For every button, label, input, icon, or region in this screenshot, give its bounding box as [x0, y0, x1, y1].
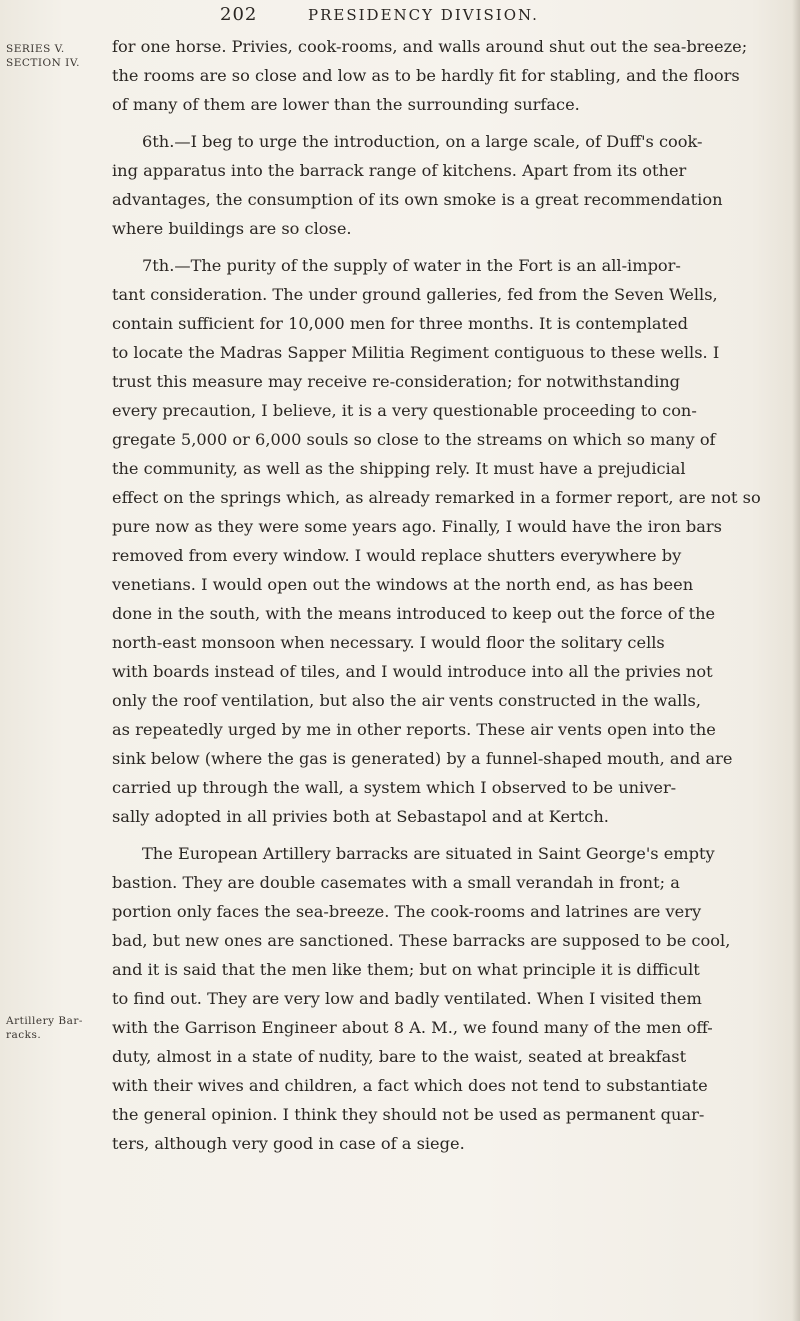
- text-line: to find out. They are very low and badly ventilated. When I visited them: [112, 989, 702, 1008]
- text-line: contain sufficient for 10,000 men for three months. It is contemplated: [112, 314, 688, 333]
- text-line: every precaution, I believe, it is a very questionable proceeding to con-: [112, 401, 697, 420]
- text-line: with boards instead of tiles, and I would introduce into all the privies not: [112, 662, 713, 681]
- text-line: The European Artillery barracks are situated in Saint George's empty: [142, 844, 715, 863]
- text-line: done in the south, with the means introduced to keep out the force of the: [112, 604, 716, 623]
- text-line: sally adopted in all privies both at Sebastapol and at Kertch.: [112, 807, 609, 826]
- text-line: the general opinion. I think they should not be used as permanent quar-: [112, 1105, 705, 1124]
- body-text: [112, 32, 798, 1158]
- text-line: to locate the Madras Sapper Militia Regiment contiguous to these wells. I: [112, 343, 720, 362]
- paragraph-continuation: [112, 32, 798, 119]
- sidenote-section: SECTION IV.: [6, 57, 80, 69]
- text-line: removed from every window. I would replace shutters everywhere by: [112, 546, 682, 565]
- text-line: pure now as they were some years ago. Finally, I would have the iron bars: [112, 517, 722, 536]
- text-line: with the Garrison Engineer about 8 A. M., we found many of the men off-: [112, 1018, 713, 1037]
- sidenote-artillery-line-1: Artillery Bar-: [6, 1015, 83, 1027]
- text-line: sink below (where the gas is generated) by a funnel-shaped mouth, and are: [112, 749, 733, 768]
- text-line: bad, but new ones are sanctioned. These barracks are supposed to be cool,: [112, 931, 731, 950]
- text-line: 6th.—I beg to urge the introduction, on a large scale, of Duff's cook-: [142, 132, 703, 151]
- text-line: bastion. They are double casemates with a small verandah in front; a: [112, 873, 680, 892]
- text-line: effect on the springs which, as already remarked in a former report, are not so: [112, 488, 761, 507]
- page-number: 202: [220, 4, 258, 25]
- text-line: only the roof ventilation, but also the air vents constructed in the walls,: [112, 691, 701, 710]
- text-line: 7th.—The purity of the supply of water in the Fort is an all-impor-: [142, 256, 681, 275]
- text-line: as repeatedly urged by me in other reports. These air vents open into the: [112, 720, 716, 739]
- text-line: north-east monsoon when necessary. I would floor the solitary cells: [112, 633, 665, 652]
- sidenote-artillery-barracks: [6, 1014, 94, 1042]
- text-line: ters, although very good in case of a siege.: [112, 1134, 465, 1153]
- text-line: portion only faces the sea-breeze. The cook-rooms and latrines are very: [112, 902, 702, 921]
- paragraph-seventh: [112, 251, 798, 831]
- text-line: the rooms are so close and low as to be hardly fit for stabling, and the floors: [112, 66, 740, 85]
- text-line: gregate 5,000 or 6,000 souls so close to the streams on which so many of: [112, 430, 716, 449]
- text-line: for one horse. Privies, cook-rooms, and walls around shut out the sea-breeze;: [112, 37, 748, 56]
- text-line: carried up through the wall, a system which I observed to be univer-: [112, 778, 677, 797]
- page-header: [220, 4, 700, 32]
- text-line: duty, almost in a state of nudity, bare to the waist, seated at breakfast: [112, 1047, 687, 1066]
- text-line: trust this measure may receive re-consideration; for notwithstanding: [112, 372, 681, 391]
- text-line: ing apparatus into the barrack range of kitchens. Apart from its other: [112, 161, 687, 180]
- sidenote-artillery-line-2: racks.: [6, 1029, 42, 1041]
- sidenote-series: SERIES V.: [6, 43, 65, 55]
- paragraph-sixth: [112, 127, 798, 243]
- sidenote-series-section: [6, 42, 94, 70]
- text-line: of many of them are lower than the surrounding surface.: [112, 95, 580, 114]
- text-line: tant consideration. The under ground galleries, fed from the Seven Wells,: [112, 285, 718, 304]
- text-line: where buildings are so close.: [112, 219, 352, 238]
- paragraph-artillery-barracks: [112, 839, 798, 1158]
- text-line: venetians. I would open out the windows at the north end, as has been: [112, 575, 694, 594]
- text-line: advantages, the consumption of its own smoke is a great recommendation: [112, 190, 723, 209]
- running-title: PRESIDENCY DIVISION.: [308, 6, 539, 24]
- text-line: and it is said that the men like them; but on what principle it is difficult: [112, 960, 700, 979]
- text-line: the community, as well as the shipping rely. It must have a prejudicial: [112, 459, 686, 478]
- text-line: with their wives and children, a fact which does not tend to substantiate: [112, 1076, 708, 1095]
